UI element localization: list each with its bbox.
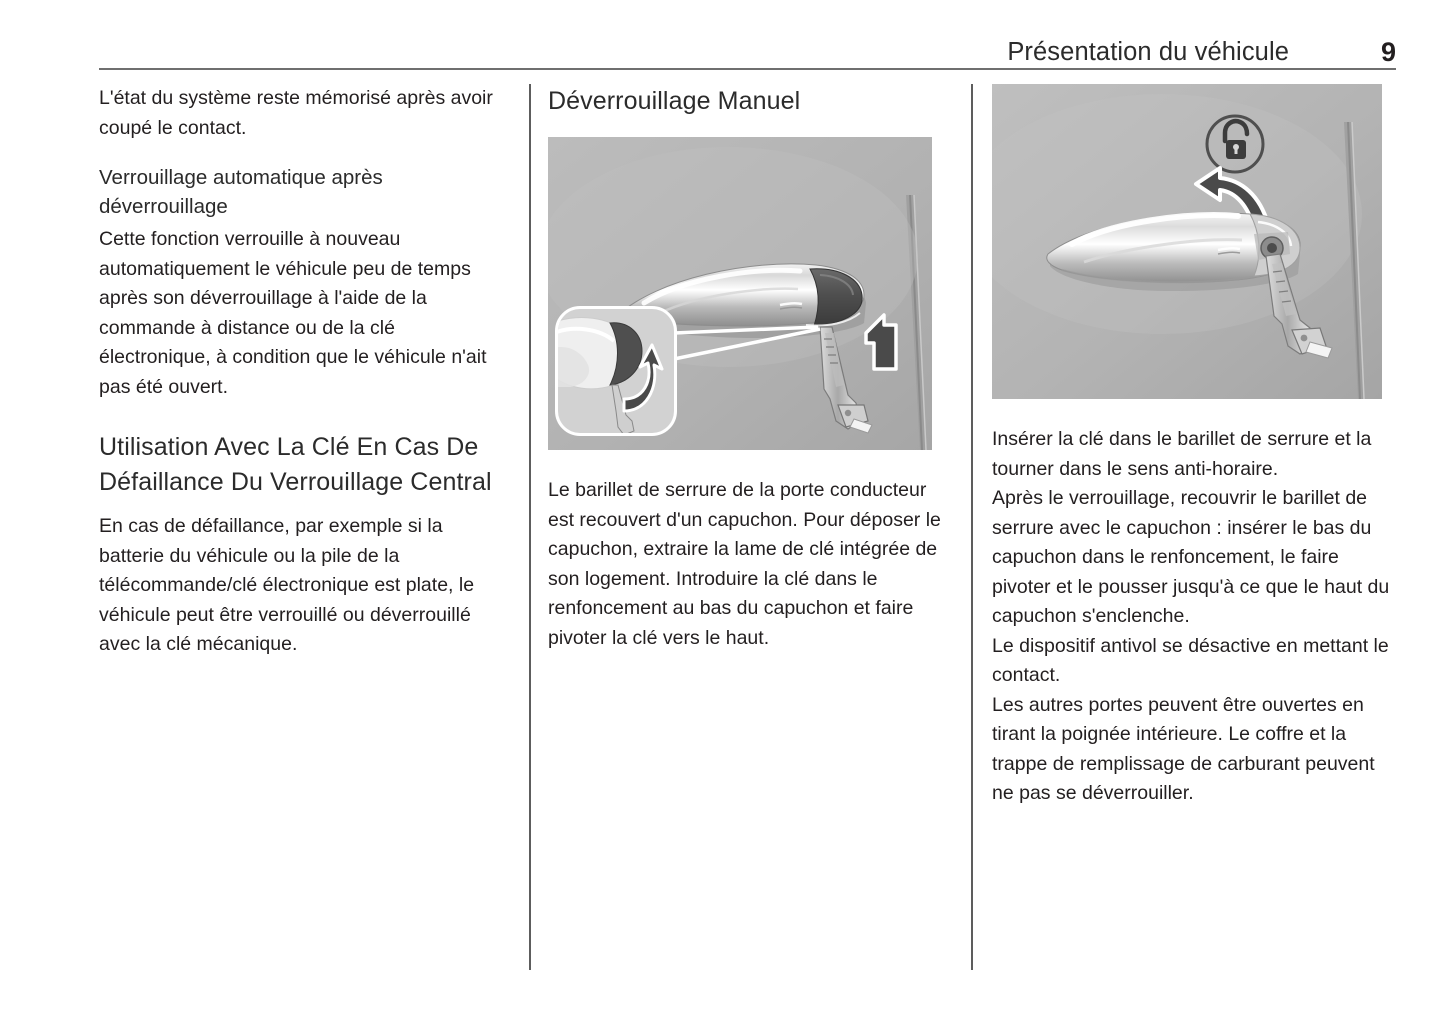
spacer <box>99 143 509 163</box>
paragraph-auto-relock: Cette fonction verrouille à nouveau automatiquement le véhicule peu de temps après son déverrouillage à l'aide de la commande à distance ou de la clé électronique, à condition que le véhicule n'ait pas été ouvert. <box>99 228 487 398</box>
middle-column <box>548 84 948 653</box>
paragraph-antitheft: Le dispositif antivol se désactive en mettant le contact. <box>992 634 1389 686</box>
door-handle-cap-removal-svg <box>548 137 932 450</box>
right-column <box>992 84 1396 809</box>
page-title: Présentation du véhicule <box>1007 38 1289 66</box>
spacer <box>548 450 948 476</box>
header-divider-rule <box>99 68 1396 70</box>
intro-paragraph: L'état du système reste mémorisé après avoir coupé le contact. <box>99 87 493 139</box>
column-divider-left <box>529 84 531 970</box>
page-header <box>99 34 1396 70</box>
paragraph-cap-removal: Le barillet de serrure de la porte conducteur est recouvert d'un capuchon. Pour déposer le capuchon, extraire la lame de clé intégrée de son logement. Introduire la clé dans le renfoncement au bas du capuchon et faire pivoter la clé vers le haut. <box>548 479 941 649</box>
heading-key-use-on-failure: Utilisation Avec La Clé En Cas De Défaillance Du Verrouillage Central <box>99 433 492 496</box>
key-turn-counterclockwise-illustration <box>992 84 1382 399</box>
column-divider-right <box>971 84 973 970</box>
left-column <box>99 84 509 660</box>
inset-detail-panel <box>550 309 674 435</box>
paragraph-other-doors: Les autres portes peuvent être ouvertes en tirant la poignée intérieure. Le coffre et la trappe de remplissage de carburant peuvent ne pas se déverrouiller. <box>992 693 1375 804</box>
heading-manual-unlocking: Déverrouillage Manuel <box>548 87 801 115</box>
spacer <box>99 402 509 430</box>
key-turn-counterclockwise-svg <box>992 84 1382 399</box>
paragraph-insert-key: Insérer la clé dans le barillet de serrure et la tourner dans le sens anti-horaire. <box>992 428 1372 480</box>
paragraph-key-use-on-failure: En cas de défaillance, par exemple si la batterie du véhicule ou la pile de la télécommande/clé électronique est plate, le véhicule peut être verrouillé ou déverrouillé avec la clé mécanique. <box>99 515 475 655</box>
paragraph-refit-cap: Après le verrouillage, recouvrir le barillet de serrure avec le capuchon : insérer le bas du capuchon dans le renfoncement, le faire pivoter et le pousser jusqu'à ce que le haut du capuchon s'enclenche. <box>992 487 1390 627</box>
page-number: 9 <box>1380 37 1396 67</box>
spacer <box>992 399 1396 425</box>
door-handle-cap-removal-illustration <box>548 137 932 450</box>
subheading-auto-relock: Verrouillage automatique après déverrouillage <box>99 166 383 218</box>
